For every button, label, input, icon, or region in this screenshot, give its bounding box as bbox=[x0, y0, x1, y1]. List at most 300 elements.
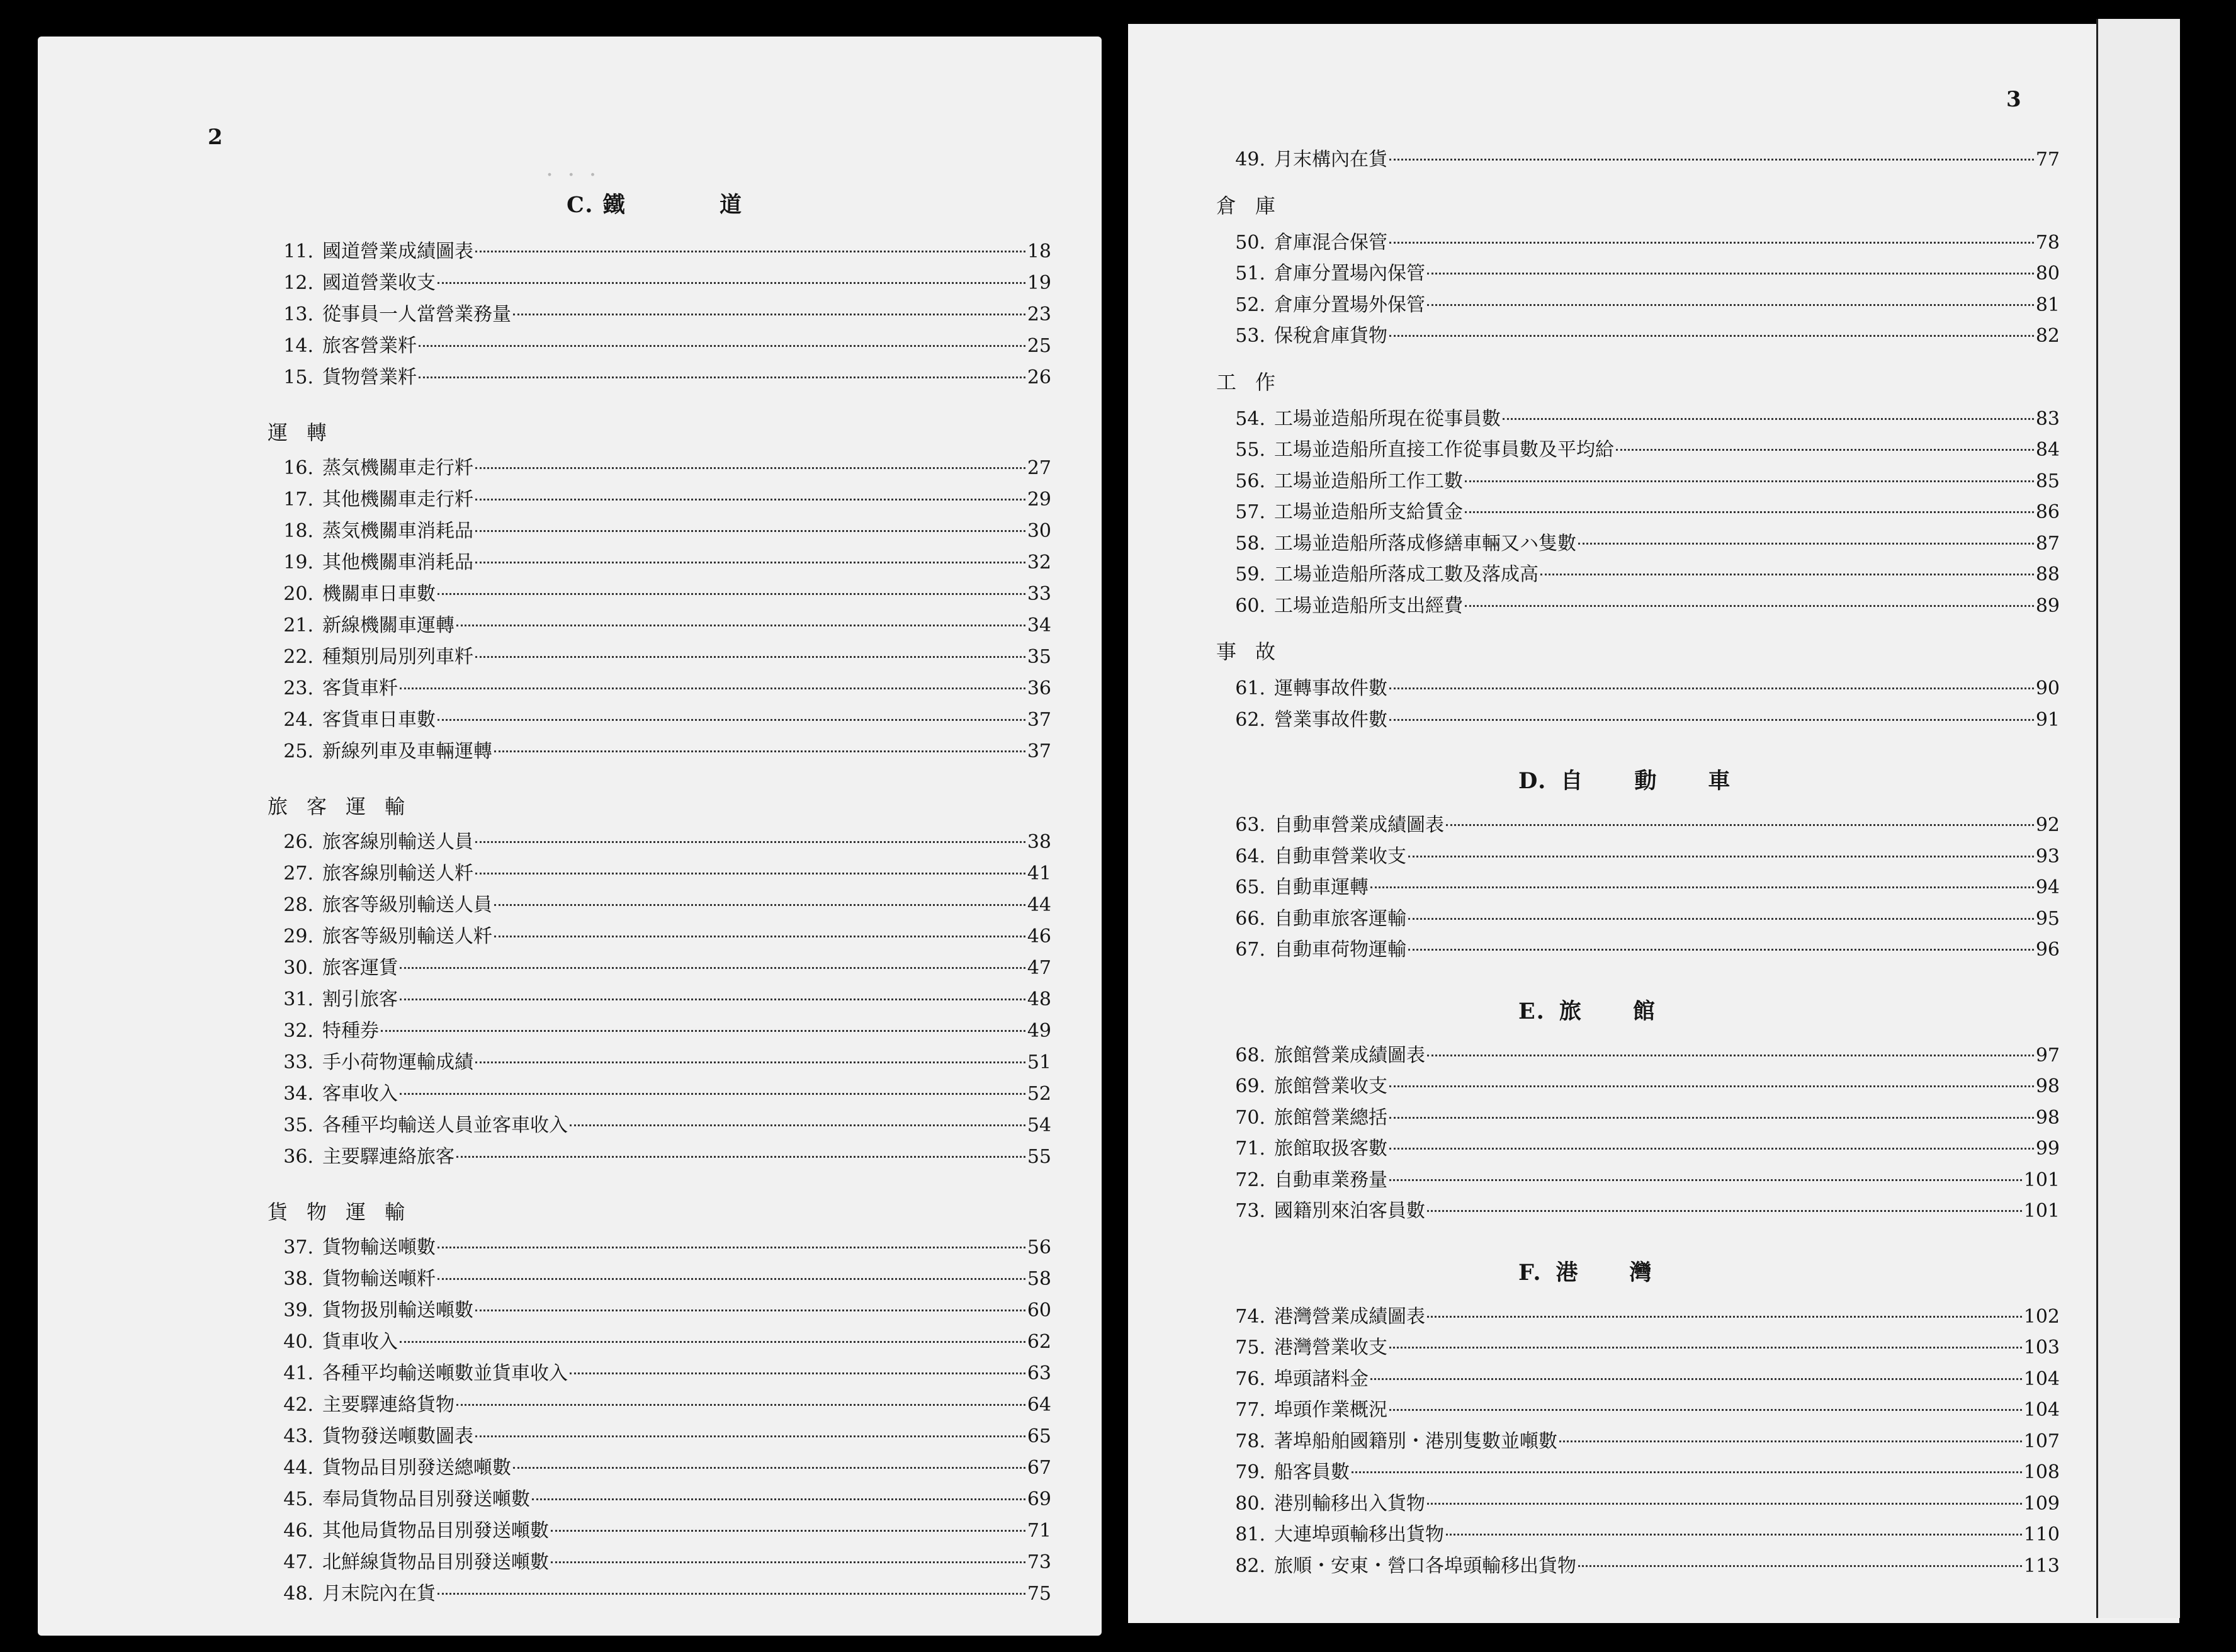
leader-dots bbox=[1389, 1148, 2034, 1150]
entry-title: 各種平均輸送噸數並貨車收入 bbox=[322, 1362, 568, 1384]
toc-entry bbox=[264, 672, 1051, 701]
entry-page: 107 bbox=[2023, 1430, 2060, 1452]
leader-dots bbox=[494, 904, 1025, 906]
entry-title: 特種券 bbox=[322, 1020, 379, 1042]
entry-page: 86 bbox=[2035, 501, 2060, 523]
entry-title: 客貨車日車數 bbox=[322, 709, 436, 731]
entry-number: 70. bbox=[1235, 1106, 1265, 1129]
entry-page: 110 bbox=[2023, 1524, 2060, 1546]
leader-dots bbox=[400, 1341, 1025, 1343]
leader-dots bbox=[570, 1124, 1025, 1126]
leader-dots bbox=[1370, 886, 2034, 888]
entry-number: 28. bbox=[283, 894, 313, 916]
toc-entry bbox=[264, 1141, 1051, 1170]
leader-dots bbox=[1370, 1378, 2022, 1380]
entry-title: 種類別局別列車粁 bbox=[322, 646, 473, 668]
entry-page: 62 bbox=[1027, 1331, 1051, 1353]
entry-page: 82 bbox=[2035, 325, 2060, 347]
entry-number: 69. bbox=[1235, 1075, 1265, 1097]
right-page bbox=[1128, 24, 2179, 1623]
entry-page: 85 bbox=[2035, 470, 2060, 492]
entry-number: 49. bbox=[1235, 149, 1265, 171]
leader-dots bbox=[1389, 1179, 2022, 1181]
toc-entry bbox=[1216, 1133, 2060, 1162]
entry-page: 81 bbox=[2035, 293, 2060, 316]
leader-dots bbox=[438, 1593, 1025, 1595]
leader-dots bbox=[400, 1093, 1025, 1095]
entry-number: 24. bbox=[283, 709, 313, 731]
entry-title: 貨物輸送噸數 bbox=[322, 1236, 436, 1259]
toc-entry bbox=[264, 1109, 1051, 1138]
entry-title: 工場並造船所工作工數 bbox=[1274, 470, 1463, 492]
entry-title: 旅館營業收支 bbox=[1274, 1075, 1387, 1097]
toc-entry bbox=[264, 826, 1051, 855]
entry-title: 新線機關車運轉 bbox=[322, 614, 455, 636]
entry-page: 80 bbox=[2035, 263, 2060, 285]
entry-title: 北鮮線貨物品目別發送噸數 bbox=[322, 1551, 549, 1573]
section-heading: C. 鐵 道 bbox=[567, 192, 743, 218]
entry-page: 102 bbox=[2023, 1305, 2060, 1328]
entry-title: 自動車旅客運輸 bbox=[1274, 907, 1406, 930]
entry-page: 90 bbox=[2035, 677, 2060, 699]
toc-entry bbox=[1216, 528, 2060, 557]
entry-page: 48 bbox=[1027, 988, 1051, 1010]
leader-dots bbox=[456, 1404, 1025, 1406]
toc-entry bbox=[1216, 403, 2060, 432]
entry-page: 94 bbox=[2035, 876, 2060, 898]
entry-number: 82. bbox=[1235, 1554, 1265, 1577]
leader-dots bbox=[1389, 719, 2034, 721]
entry-page: 92 bbox=[2035, 814, 2060, 836]
entry-number: 15. bbox=[283, 366, 313, 388]
entry-number: 22. bbox=[283, 646, 313, 668]
entry-number: 39. bbox=[283, 1299, 313, 1321]
leader-dots bbox=[475, 467, 1025, 469]
entry-title: 機關車日車數 bbox=[322, 583, 436, 605]
entry-page: 27 bbox=[1027, 457, 1051, 479]
toc-entry bbox=[264, 1420, 1051, 1449]
entry-page: 23 bbox=[1027, 303, 1051, 325]
entry-number: 50. bbox=[1235, 231, 1265, 254]
entry-page: 99 bbox=[2035, 1138, 2060, 1160]
toc-entry bbox=[1216, 144, 2060, 173]
entry-title: 營業事故件數 bbox=[1274, 708, 1387, 731]
toc-entry bbox=[264, 952, 1051, 981]
entry-number: 68. bbox=[1235, 1044, 1265, 1066]
toc-entry bbox=[1216, 903, 2060, 932]
entry-title: 工場並造船所支給賃金 bbox=[1274, 501, 1463, 523]
left-page bbox=[38, 37, 1102, 1636]
entry-number: 16. bbox=[283, 457, 313, 479]
leader-dots bbox=[513, 1467, 1025, 1469]
entry-title: 著埠船舶國籍別・港別隻數並噸數 bbox=[1274, 1430, 1557, 1452]
entry-page: 93 bbox=[2035, 845, 2060, 868]
toc-entry bbox=[1216, 434, 2060, 463]
entry-number: 71. bbox=[1235, 1138, 1265, 1160]
entry-title: 自動車荷物運輸 bbox=[1274, 939, 1406, 961]
toc-entry bbox=[1216, 1195, 2060, 1224]
toc-entry bbox=[264, 1483, 1051, 1512]
entry-page: 34 bbox=[1027, 614, 1051, 636]
entry-title: 客車收入 bbox=[322, 1083, 398, 1105]
entry-title: 其他機關車消耗品 bbox=[322, 552, 473, 574]
entry-page: 83 bbox=[2035, 407, 2060, 430]
entry-title: 各種平均輸送人員並客車收入 bbox=[322, 1114, 568, 1136]
entry-title: 自動車營業成績圖表 bbox=[1274, 814, 1444, 836]
section-heading: D. 自 動 車 bbox=[1518, 768, 1732, 794]
entry-title: 手小荷物運輸成績 bbox=[322, 1051, 473, 1073]
entry-page: 18 bbox=[1027, 240, 1051, 263]
toc-entry bbox=[264, 578, 1051, 607]
toc-entry bbox=[264, 735, 1051, 764]
entry-number: 65. bbox=[1235, 876, 1265, 898]
entry-number: 51. bbox=[1235, 263, 1265, 285]
toc-entry bbox=[264, 1515, 1051, 1544]
entry-page: 25 bbox=[1027, 335, 1051, 357]
entry-number: 33. bbox=[283, 1051, 313, 1073]
toc-entry bbox=[1216, 558, 2060, 587]
entry-number: 42. bbox=[283, 1394, 313, 1416]
leader-dots bbox=[570, 1372, 1025, 1374]
leader-dots bbox=[1389, 687, 2034, 689]
entry-title: 工場並造船所現在從事員數 bbox=[1274, 407, 1501, 430]
toc-entry bbox=[264, 704, 1051, 733]
leader-dots bbox=[1446, 824, 2034, 826]
leader-dots bbox=[400, 967, 1025, 969]
leader-dots bbox=[494, 936, 1025, 937]
entry-page: 67 bbox=[1027, 1457, 1051, 1479]
leader-dots bbox=[438, 1278, 1025, 1280]
toc-entry bbox=[264, 452, 1051, 481]
entry-page: 78 bbox=[2035, 231, 2060, 254]
leader-dots bbox=[1540, 574, 2034, 575]
leader-dots bbox=[1389, 335, 2034, 337]
entry-number: 72. bbox=[1235, 1168, 1265, 1191]
entry-page: 54 bbox=[1027, 1114, 1051, 1136]
entry-page: 77 bbox=[2035, 149, 2060, 171]
entry-page: 41 bbox=[1027, 863, 1051, 885]
entry-title: 工場並造船所直接工作從事員數及平均給 bbox=[1274, 439, 1614, 461]
entry-number: 62. bbox=[1235, 708, 1265, 731]
entry-number: 73. bbox=[1235, 1200, 1265, 1222]
entry-title: 蒸気機關車消耗品 bbox=[322, 520, 473, 542]
entry-page: 97 bbox=[2035, 1044, 2060, 1066]
entry-number: 81. bbox=[1235, 1524, 1265, 1546]
entry-title: 旅客營業粁 bbox=[322, 335, 417, 357]
entry-number: 59. bbox=[1235, 563, 1265, 586]
entry-page: 44 bbox=[1027, 894, 1051, 916]
leader-dots bbox=[419, 376, 1025, 378]
entry-number: 53. bbox=[1235, 325, 1265, 347]
toc-entry bbox=[264, 361, 1051, 390]
entry-page: 98 bbox=[2035, 1075, 2060, 1097]
entry-title: 從事員一人當營業務量 bbox=[322, 303, 511, 325]
leader-dots bbox=[1616, 449, 2034, 451]
entry-number: 56. bbox=[1235, 470, 1265, 492]
entry-page: 38 bbox=[1027, 831, 1051, 853]
leader-dots bbox=[475, 1435, 1025, 1437]
entry-title: 旅順・安東・營口各埠頭輸移出貨物 bbox=[1274, 1554, 1576, 1577]
entry-title: 國道營業收支 bbox=[322, 272, 436, 294]
group-heading: 倉庫 bbox=[1216, 193, 1295, 218]
entry-page: 56 bbox=[1027, 1236, 1051, 1259]
toc-entry bbox=[1216, 1070, 2060, 1099]
entry-title: 埠頭作業概況 bbox=[1274, 1399, 1387, 1421]
entry-page: 37 bbox=[1027, 709, 1051, 731]
entry-title: 其他局貨物品目別發送噸數 bbox=[322, 1520, 549, 1542]
entry-number: 46. bbox=[283, 1520, 313, 1542]
leader-dots bbox=[438, 282, 1025, 284]
toc-entry bbox=[264, 1294, 1051, 1323]
group-heading: 貨物運輸 bbox=[268, 1200, 424, 1224]
entry-number: 45. bbox=[283, 1488, 313, 1510]
leader-dots bbox=[551, 1561, 1025, 1563]
entry-number: 20. bbox=[283, 583, 313, 605]
leader-dots bbox=[1389, 159, 2034, 161]
toc-entry bbox=[264, 298, 1051, 327]
entry-title: 自動車營業收支 bbox=[1274, 845, 1406, 868]
entry-title: 旅館營業總括 bbox=[1274, 1106, 1387, 1129]
entry-title: 船客員數 bbox=[1274, 1461, 1350, 1483]
toc-entry bbox=[1216, 1039, 2060, 1068]
entry-page: 63 bbox=[1027, 1362, 1051, 1384]
entry-number: 23. bbox=[283, 677, 313, 699]
entry-page: 69 bbox=[1027, 1488, 1051, 1510]
entry-title: 保稅倉庫貨物 bbox=[1274, 325, 1387, 347]
entry-page: 113 bbox=[2023, 1554, 2060, 1577]
entry-page: 65 bbox=[1027, 1425, 1051, 1447]
entry-number: 61. bbox=[1235, 677, 1265, 699]
entry-title: 國道營業成績圖表 bbox=[322, 240, 473, 263]
leader-dots bbox=[1465, 605, 2034, 607]
toc-entry bbox=[1216, 1301, 2060, 1330]
toc-entry bbox=[264, 330, 1051, 359]
section-heading: F. 港 灣 bbox=[1518, 1259, 1653, 1286]
toc-entry bbox=[264, 1389, 1051, 1418]
toc-entry bbox=[264, 857, 1051, 886]
toc-entry bbox=[264, 641, 1051, 670]
entry-title: 貨物扱別輸送噸數 bbox=[322, 1299, 473, 1321]
toc-entry bbox=[1216, 1363, 2060, 1392]
entry-title: 旅客線別輸送人員 bbox=[322, 831, 473, 853]
leader-dots bbox=[438, 719, 1025, 721]
entry-page: 95 bbox=[2035, 907, 2060, 930]
leader-dots bbox=[1389, 1085, 2034, 1087]
toc-entry bbox=[264, 546, 1051, 575]
entry-title: 主要驛連絡貨物 bbox=[322, 1394, 455, 1416]
entry-page: 52 bbox=[1027, 1083, 1051, 1105]
leader-dots bbox=[494, 750, 1025, 752]
toc-entry bbox=[1216, 1456, 2060, 1485]
leader-dots bbox=[551, 1530, 1025, 1532]
leader-dots bbox=[1465, 511, 2034, 513]
entry-page: 104 bbox=[2023, 1399, 2060, 1421]
entry-number: 58. bbox=[1235, 532, 1265, 555]
toc-entry bbox=[264, 889, 1051, 918]
toc-entry bbox=[1216, 672, 2060, 701]
toc-entry bbox=[264, 235, 1051, 264]
entry-page: 58 bbox=[1027, 1268, 1051, 1290]
entry-title: 旅客線別輸送人粁 bbox=[322, 863, 473, 885]
entry-number: 41. bbox=[283, 1362, 313, 1384]
entry-number: 74. bbox=[1235, 1305, 1265, 1328]
leader-dots bbox=[1427, 304, 2034, 306]
group-heading: 事故 bbox=[1216, 640, 1295, 664]
leader-dots bbox=[400, 999, 1025, 1000]
entry-number: 38. bbox=[283, 1268, 313, 1290]
entry-number: 80. bbox=[1235, 1492, 1265, 1515]
toc-entry bbox=[264, 1015, 1051, 1044]
leader-dots bbox=[1389, 1347, 2022, 1349]
leader-dots bbox=[475, 499, 1025, 501]
entry-title: 工場並造船所落成工數及落成高 bbox=[1274, 563, 1539, 586]
leader-dots bbox=[381, 1030, 1025, 1032]
leader-dots bbox=[1465, 480, 2034, 482]
entry-title: 貨物輸送噸粁 bbox=[322, 1268, 436, 1290]
page-edge bbox=[2096, 19, 2180, 1618]
toc-entry bbox=[1216, 934, 2060, 963]
entry-title: 運轉事故件數 bbox=[1274, 677, 1387, 699]
leader-dots bbox=[1446, 1534, 2022, 1536]
entry-page: 91 bbox=[2035, 708, 2060, 731]
entry-title: 奉局貨物品目別發送噸數 bbox=[322, 1488, 530, 1510]
entry-title: 工場並造船所支出經費 bbox=[1274, 594, 1463, 617]
entry-number: 66. bbox=[1235, 907, 1265, 930]
entry-page: 35 bbox=[1027, 646, 1051, 668]
entry-number: 14. bbox=[283, 335, 313, 357]
entry-title: 月末院內在貨 bbox=[322, 1583, 436, 1605]
toc-entry bbox=[264, 1231, 1051, 1260]
entry-title: 倉庫分置場外保管 bbox=[1274, 293, 1425, 316]
entry-number: 13. bbox=[283, 303, 313, 325]
entry-page: 46 bbox=[1027, 925, 1051, 948]
leader-dots bbox=[438, 1247, 1025, 1248]
entry-number: 19. bbox=[283, 552, 313, 574]
entry-number: 35. bbox=[283, 1114, 313, 1136]
entry-title: 月末構內在貨 bbox=[1274, 149, 1387, 171]
entry-title: 蒸気機關車走行粁 bbox=[322, 457, 473, 479]
leader-dots bbox=[475, 562, 1025, 563]
entry-number: 37. bbox=[283, 1236, 313, 1259]
entry-number: 67. bbox=[1235, 939, 1265, 961]
entry-page: 89 bbox=[2035, 594, 2060, 617]
toc-entry bbox=[1216, 704, 2060, 733]
leader-dots bbox=[475, 656, 1025, 658]
toc-entry bbox=[1216, 1332, 2060, 1361]
entry-number: 21. bbox=[283, 614, 313, 636]
entry-page: 108 bbox=[2023, 1461, 2060, 1483]
leader-dots bbox=[475, 1310, 1025, 1311]
toc-entry bbox=[1216, 1394, 2060, 1423]
toc-entry bbox=[1216, 257, 2060, 286]
entry-number: 44. bbox=[283, 1457, 313, 1479]
entry-page: 26 bbox=[1027, 366, 1051, 388]
entry-page: 55 bbox=[1027, 1146, 1051, 1168]
toc-entry bbox=[1216, 227, 2060, 256]
entry-title: 客貨車粁 bbox=[322, 677, 398, 699]
entry-number: 57. bbox=[1235, 501, 1265, 523]
toc-entry bbox=[264, 1078, 1051, 1107]
entry-title: 旅館取扱客數 bbox=[1274, 1138, 1387, 1160]
entry-title: 港灣營業成績圖表 bbox=[1274, 1305, 1425, 1328]
entry-title: 旅客運賃 bbox=[322, 957, 398, 979]
entry-number: 63. bbox=[1235, 814, 1265, 836]
entry-number: 11. bbox=[283, 240, 313, 263]
toc-entry bbox=[1216, 840, 2060, 869]
entry-title: 新線列車及車輛運轉 bbox=[322, 740, 492, 762]
leader-dots bbox=[1427, 1055, 2034, 1056]
toc-entry bbox=[1216, 871, 2060, 900]
entry-title: 自動車業務量 bbox=[1274, 1168, 1387, 1191]
toc-entry bbox=[1216, 1425, 2060, 1454]
entry-title: 旅館營業成績圖表 bbox=[1274, 1044, 1425, 1066]
leader-dots bbox=[1427, 1503, 2022, 1505]
entry-page: 96 bbox=[2035, 939, 2060, 961]
entry-page: 30 bbox=[1027, 520, 1051, 542]
toc-entry bbox=[1216, 465, 2060, 494]
entry-number: 31. bbox=[283, 988, 313, 1010]
page-number: 3 bbox=[2006, 87, 2021, 112]
entry-page: 75 bbox=[1027, 1583, 1051, 1605]
entry-number: 26. bbox=[283, 831, 313, 853]
entry-page: 103 bbox=[2023, 1337, 2060, 1359]
entry-page: 19 bbox=[1027, 272, 1051, 294]
toc-entry bbox=[264, 983, 1051, 1012]
page-number: 2 bbox=[208, 125, 223, 150]
entry-number: 27. bbox=[283, 863, 313, 885]
group-heading: 工作 bbox=[1216, 370, 1295, 394]
entry-page: 47 bbox=[1027, 957, 1051, 979]
entry-page: 64 bbox=[1027, 1394, 1051, 1416]
entry-page: 98 bbox=[2035, 1106, 2060, 1129]
entry-page: 84 bbox=[2035, 439, 2060, 461]
entry-number: 48. bbox=[283, 1583, 313, 1605]
entry-number: 54. bbox=[1235, 407, 1265, 430]
entry-title: 主要驛連絡旅客 bbox=[322, 1146, 455, 1168]
entry-title: 倉庫混合保管 bbox=[1274, 231, 1387, 254]
leader-dots bbox=[1578, 1565, 2022, 1567]
entry-page: 104 bbox=[2023, 1367, 2060, 1390]
toc-entry bbox=[264, 1452, 1051, 1481]
toc-entry bbox=[264, 1326, 1051, 1355]
toc-entry bbox=[264, 609, 1051, 638]
leader-dots bbox=[419, 345, 1025, 347]
toc-entry bbox=[1216, 1550, 2060, 1579]
toc-entry bbox=[1216, 1164, 2060, 1193]
toc-entry bbox=[1216, 590, 2060, 619]
entry-title: 其他機關車走行粁 bbox=[322, 489, 473, 511]
toc-entry bbox=[264, 1357, 1051, 1386]
entry-title: 貨物品目別發送總噸數 bbox=[322, 1457, 511, 1479]
entry-page: 73 bbox=[1027, 1551, 1051, 1573]
entry-number: 55. bbox=[1235, 439, 1265, 461]
entry-title: 自動車運轉 bbox=[1274, 876, 1369, 898]
entry-number: 43. bbox=[283, 1425, 313, 1447]
bleed-through: ・ ・ ・ bbox=[541, 166, 601, 185]
entry-number: 77. bbox=[1235, 1399, 1265, 1421]
entry-number: 34. bbox=[283, 1083, 313, 1105]
entry-page: 71 bbox=[1027, 1520, 1051, 1542]
entry-page: 36 bbox=[1027, 677, 1051, 699]
group-heading: 旅客運輸 bbox=[268, 795, 424, 818]
entry-title: 旅客等級別輸送人員 bbox=[322, 894, 492, 916]
leader-dots bbox=[1427, 273, 2034, 274]
toc-entry bbox=[1216, 1488, 2060, 1517]
entry-number: 60. bbox=[1235, 594, 1265, 617]
toc-entry bbox=[264, 515, 1051, 544]
entry-title: 貨車收入 bbox=[322, 1331, 398, 1353]
leader-dots bbox=[475, 841, 1025, 843]
